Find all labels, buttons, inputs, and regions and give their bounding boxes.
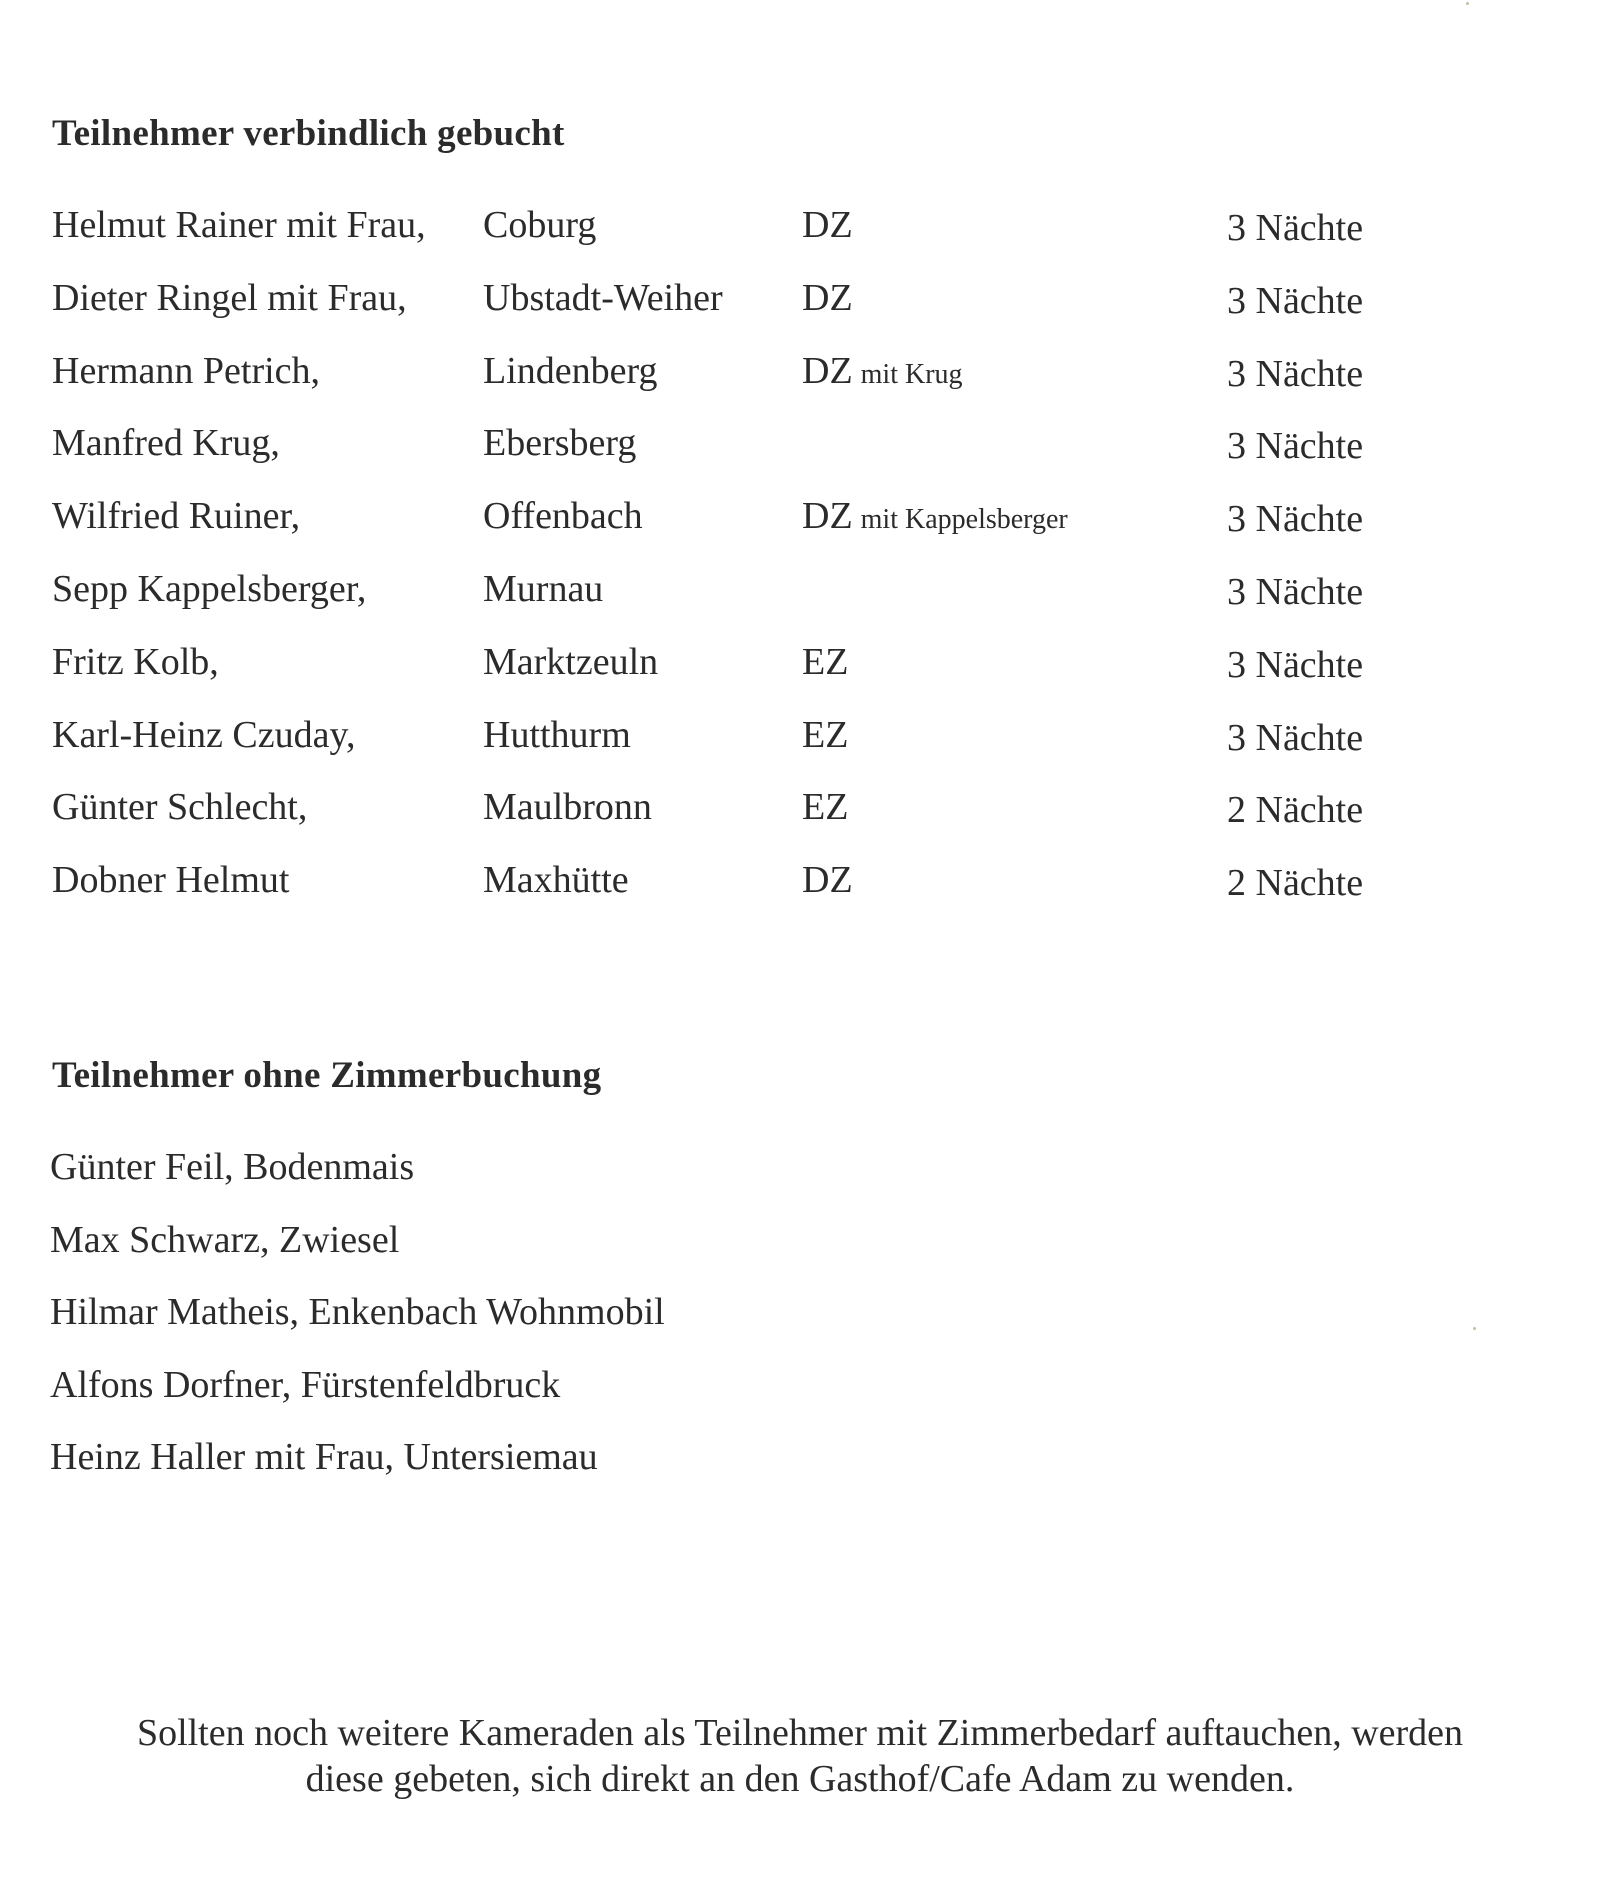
- nights: 3 Nächte: [1227, 643, 1364, 686]
- list-item: Max Schwarz, Zwiesel: [50, 1218, 400, 1261]
- nights: 2 Nächte: [1227, 789, 1364, 832]
- room-type: [802, 273, 861, 327]
- participant-name: Manfred Krug,: [52, 422, 280, 465]
- table-row: [52, 637, 1552, 710]
- nights: 3 Nächte: [1227, 498, 1364, 541]
- participant-name: Sepp Kappelsberger,: [52, 567, 367, 610]
- participant-city: Maulbronn: [483, 786, 652, 829]
- room-code: EZ: [802, 640, 849, 683]
- participant-name: Dobner Helmut: [52, 859, 290, 902]
- nights: 3 Nächte: [1227, 352, 1364, 395]
- nights: 3 Nächte: [1227, 425, 1364, 468]
- participant-name: Fritz Kolb,: [52, 640, 219, 683]
- room-type: [802, 710, 856, 764]
- room-code: DZ: [802, 349, 853, 392]
- nights: 3 Nächte: [1227, 716, 1364, 759]
- table-row: [52, 418, 1552, 491]
- participant-name: Hermann Petrich,: [52, 349, 321, 392]
- nights: 3 Nächte: [1227, 279, 1364, 322]
- footer-note: [0, 1710, 1600, 1802]
- footer-line: Sollten noch weitere Kameraden als Teilnehmer mit Zimmerbedarf auftauchen, werden: [136, 1712, 1464, 1754]
- table-row: [52, 855, 1552, 928]
- no-room-list: [50, 1142, 665, 1505]
- room-note: mit Krug: [860, 358, 963, 390]
- room-code: DZ: [802, 204, 853, 246]
- list-item: Heinz Haller mit Frau, Untersiemau: [50, 1436, 598, 1478]
- list-item: Günter Feil, Bodenmais: [50, 1146, 415, 1188]
- room-code: EZ: [802, 786, 849, 829]
- room-type: [802, 200, 861, 254]
- participant-city: Hutthurm: [483, 713, 631, 756]
- participant-name: Helmut Rainer mit Frau,: [52, 204, 426, 246]
- participant-city: Murnau: [483, 567, 604, 610]
- room-type: [802, 491, 1068, 545]
- scan-speck: [1466, 2, 1469, 5]
- room-code: DZ: [802, 859, 853, 902]
- room-code: EZ: [802, 713, 849, 756]
- participant-city: Lindenberg: [483, 349, 658, 392]
- participant-name: Dieter Ringel mit Frau,: [52, 276, 407, 319]
- booked-participants-table: [52, 200, 1552, 928]
- participant-name: Karl-Heinz Czuday,: [52, 713, 356, 756]
- participant-name: Günter Schlecht,: [52, 786, 308, 829]
- room-type: [802, 855, 861, 909]
- nights: 3 Nächte: [1227, 570, 1364, 613]
- table-row: [52, 273, 1552, 346]
- list-item: Hilmar Matheis, Enkenbach Wohnmobil: [50, 1291, 665, 1333]
- room-type: [802, 346, 963, 400]
- room-type: [802, 637, 856, 691]
- booked-heading: Teilnehmer verbindlich gebucht: [52, 113, 565, 154]
- no-room-heading: Teilnehmer ohne Zimmerbuchung: [52, 1055, 602, 1096]
- room-type: [802, 564, 810, 618]
- participant-city: Offenbach: [483, 495, 643, 538]
- participant-city: Marktzeuln: [483, 640, 659, 683]
- nights: 2 Nächte: [1227, 862, 1364, 905]
- room-note: mit Kappelsberger: [860, 504, 1068, 536]
- table-row: [52, 200, 1552, 273]
- nights: 3 Nächte: [1227, 207, 1364, 249]
- footer-line: diese gebeten, sich direkt an den Gasthof/Cafe Adam zu wenden.: [305, 1758, 1295, 1800]
- table-row: [52, 710, 1552, 783]
- participant-city: Ubstadt-Weiher: [483, 276, 723, 319]
- participant-city: Maxhütte: [483, 859, 629, 902]
- participant-city: Ebersberg: [483, 422, 637, 465]
- participant-city: Coburg: [483, 204, 597, 246]
- room-type: [802, 418, 810, 472]
- table-row: [52, 491, 1552, 564]
- table-row: [52, 564, 1552, 637]
- participant-name: Wilfried Ruiner,: [52, 495, 301, 538]
- table-row: [52, 346, 1552, 419]
- room-code: DZ: [802, 276, 853, 319]
- scan-speck: [1473, 1327, 1476, 1330]
- list-item: Alfons Dorfner, Fürstenfeldbruck: [50, 1363, 561, 1406]
- room-code: DZ: [802, 495, 853, 538]
- table-row: [52, 782, 1552, 855]
- room-type: [802, 782, 856, 836]
